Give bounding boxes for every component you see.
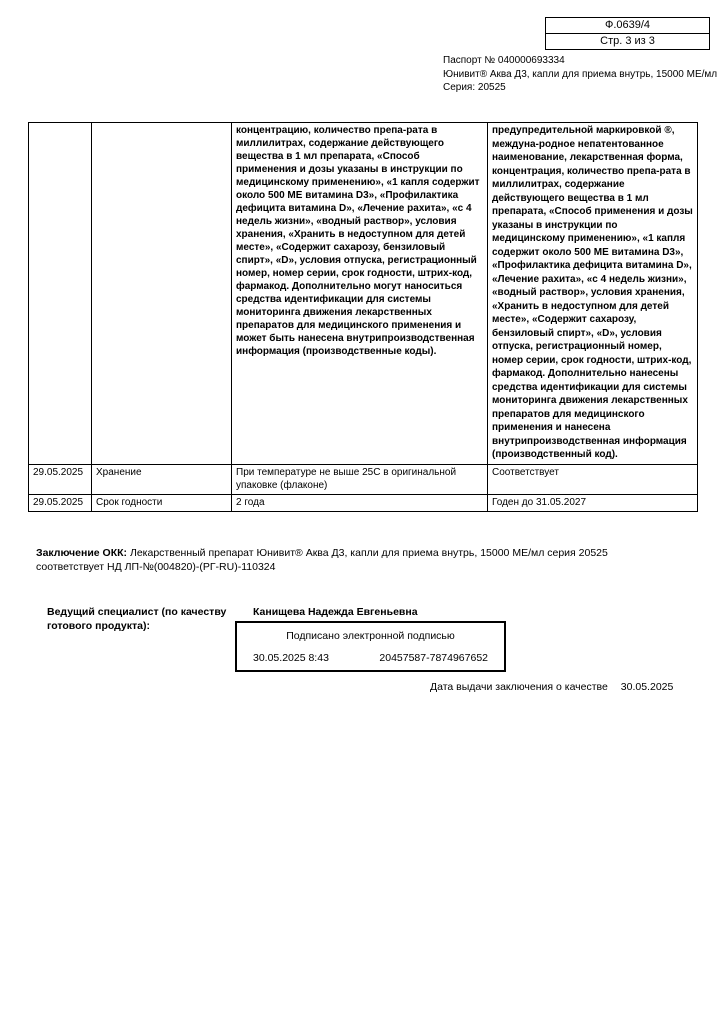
passport-number: Паспорт № 040000693334 xyxy=(443,55,565,66)
cell-result: предупредительной маркировкой ®, междуна-родное непатентованное наименование, лекарственная форма, концентрация, количество препа-рата в миллилитрах, содержание действующего вещества в 1 мл препарата, «Способ применения и дозы указаны в инструкции по медицинскому применению», «1 капля содержит около 500 МЕ витамина D3», «Профилактика дефицита витамина D», «Лечение рахита», «с 4 недель жизни», «водный раствор», условия хранения, «Хранить в недоступном для детей месте», «Содержит сахарозу, бензиловый спирт», «D», условия отпуска, регистрационный номер, номер серии, срок годности, штрих-код, фармакод. Дополнительно нанесены средства идентификации для системы мониторинга движения лекарственных препаратов для медицинского применения и нанесена внутрипроизводственная информация (производственный код). xyxy=(488,123,698,465)
conclusion-text-line2: соответствует НД ЛП-№(004820)-(РГ-RU)-110324 xyxy=(36,561,276,573)
form-code-box xyxy=(545,17,710,50)
passport-header xyxy=(443,54,719,95)
signature-code: 20457587-7874967652 xyxy=(379,652,488,664)
table-row-continuation xyxy=(29,123,698,465)
cell-date xyxy=(29,123,92,465)
specialist-role-label: Ведущий специалист (по качеству готового продукта): xyxy=(47,606,227,632)
cell-requirement: 2 года xyxy=(232,494,488,511)
spec-table xyxy=(28,122,698,512)
okk-conclusion xyxy=(36,546,681,574)
page-number: Стр. 3 из 3 xyxy=(546,33,709,49)
issue-date-line xyxy=(430,681,673,693)
cell-date: 29.05.2025 xyxy=(29,494,92,511)
cell-date: 29.05.2025 xyxy=(29,464,92,494)
specialist-name: Канищева Надежда Евгеньевна xyxy=(253,606,418,618)
cell-parameter xyxy=(92,123,232,465)
issue-date-value: 30.05.2025 xyxy=(620,681,674,693)
form-code: Ф.0639/4 xyxy=(604,19,651,31)
cell-result: Соответствует xyxy=(488,464,698,494)
cell-parameter: Хранение xyxy=(92,464,232,494)
conclusion-label: Заключение ОКК: xyxy=(36,547,128,559)
conclusion-text-line1: Лекарственный препарат Юнивит® Аква Д3, капли для приема внутрь, 15000 МЕ/мл серия 20525 xyxy=(129,547,608,559)
signature-datetime: 30.05.2025 8:43 xyxy=(253,652,329,664)
cell-result: Годен до 31.05.2027 xyxy=(488,494,698,511)
table-row-shelf-life xyxy=(29,494,698,511)
series-number: Серия: 20525 xyxy=(443,82,506,93)
cell-requirement: концентрацию, количество препа-рата в миллилитрах, содержание действующего вещества в 1 мл препарата, «Способ применения и дозы указаны в инструкции по медицинскому применению», «1 капля содержит около 500 МЕ витамина D3», «Профилактика дефицита витамина D», «Лечение рахита», «с 4 недель жизни», «водный раствор», условия хранения, «Хранить в недоступном для детей месте», «Содержит сахарозу, бензиловый спирт», «D», условия отпуска, регистрационный номер, номер серии, срок годности, штрих-код, фармакод. Дополнительно могут наноситься средства идентификации для системы мониторинга движения лекарственных препаратов для медицинского применения и может быть нанесена внутрипроизводственная информация (производственные коды). xyxy=(232,123,488,465)
cell-requirement: При температуре не выше 25С в оригинальной упаковке (флаконе) xyxy=(232,464,488,494)
signature-details xyxy=(237,652,504,664)
product-name: Юнивит® Аква Д3, капли для приема внутрь, 15000 МЕ/мл xyxy=(443,68,718,80)
signature-title: Подписано электронной подписью xyxy=(286,630,455,642)
cell-parameter: Срок годности xyxy=(92,494,232,511)
issue-date-label: Дата выдачи заключения о качестве xyxy=(430,681,608,693)
table-row-storage xyxy=(29,464,698,494)
electronic-signature-box xyxy=(235,621,506,672)
